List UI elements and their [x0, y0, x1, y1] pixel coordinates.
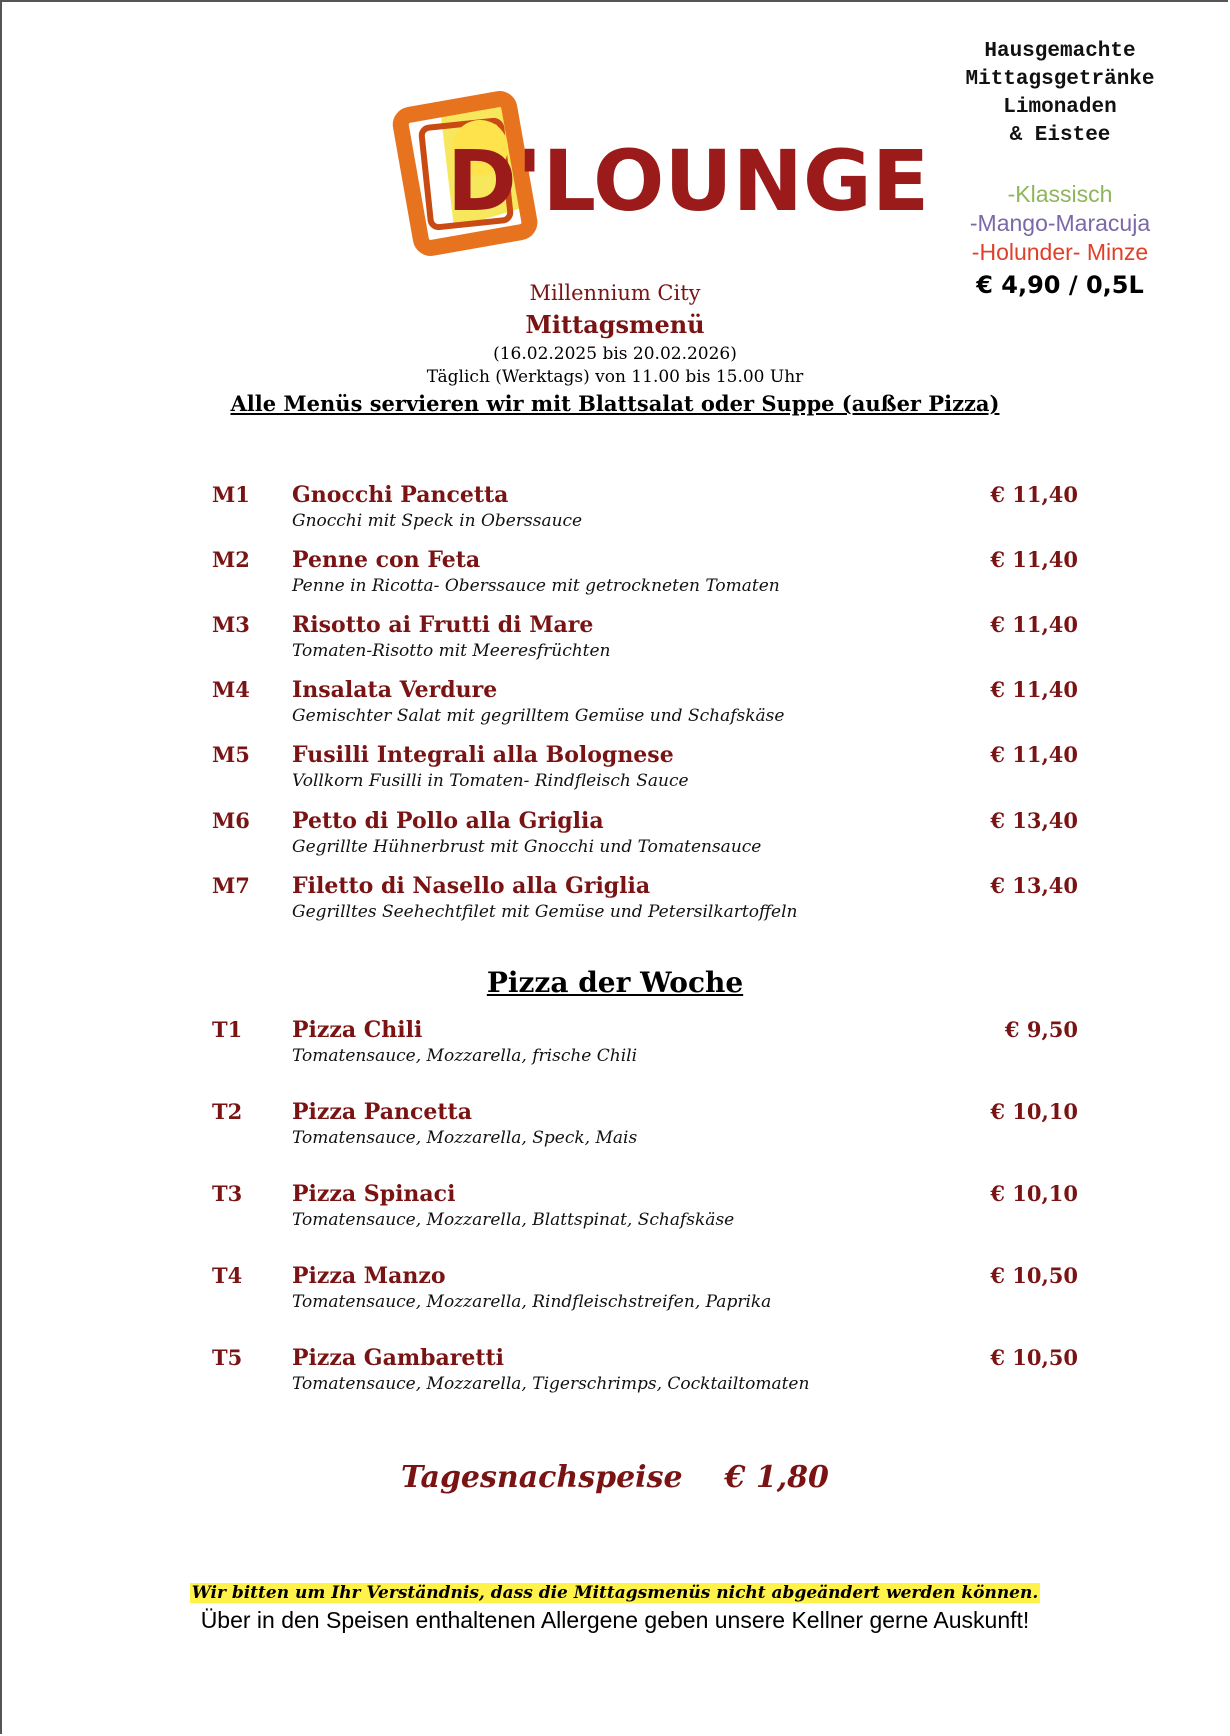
pizza-item	[0, 1017, 1230, 1077]
menu-item	[0, 742, 1230, 802]
page-title: Mittagsmenü	[525, 310, 705, 339]
opening-hours: Täglich (Werktags) von 11.00 bis 15.00 Uhr	[426, 367, 804, 387]
menu-code: M5	[212, 742, 250, 767]
menu-description: Penne in Ricotta- Oberssauce mit getrockneten Tomaten	[292, 576, 780, 596]
pizza-name: Pizza Manzo	[292, 1263, 446, 1289]
pizza-name: Pizza Pancetta	[292, 1099, 472, 1125]
dessert-price: € 1,80	[724, 1460, 829, 1495]
footer-highlight: Wir bitten um Ihr Verständnis, dass die Mittagsmenüs nicht abgeändert werden können.	[191, 1583, 1039, 1603]
menu-price: € 11,40	[990, 677, 1078, 702]
drinks-line: Mittagsgetränke	[965, 68, 1155, 91]
location: Millennium City	[529, 281, 701, 305]
menu-price: € 11,40	[990, 547, 1078, 572]
pizza-item	[0, 1263, 1230, 1323]
dlounge-logo	[392, 78, 930, 278]
pizza-description: Tomatensauce, Mozzarella, Rindfleischstreifen, Paprika	[292, 1292, 772, 1312]
menu-name: Petto di Pollo alla Griglia	[292, 808, 604, 834]
pizza-item	[0, 1345, 1230, 1405]
menu-name: Fusilli Integrali alla Bolognese	[292, 742, 674, 768]
menu-code: M2	[212, 547, 250, 572]
pizza-code: T3	[212, 1181, 243, 1206]
pizza-description: Tomatensauce, Mozzarella, frische Chili	[292, 1046, 638, 1066]
menu-name: Filetto di Nasello alla Griglia	[292, 873, 651, 899]
menu-code: M1	[212, 482, 250, 507]
pizza-section-title: Pizza der Woche	[486, 966, 744, 999]
drinks-price: € 4,90 / 0,5L	[976, 271, 1144, 299]
menu-item	[0, 677, 1230, 737]
pizza-description: Tomatensauce, Mozzarella, Blattspinat, Schafskäse	[292, 1210, 735, 1230]
pizza-price: € 10,50	[990, 1345, 1078, 1370]
pizza-price: € 10,10	[990, 1099, 1078, 1124]
pizza-code: T5	[212, 1345, 243, 1370]
menu-name: Gnocchi Pancetta	[292, 482, 509, 508]
menu-note: Alle Menüs servieren wir mit Blattsalat oder Suppe (außer Pizza)	[230, 391, 1000, 416]
pizza-price: € 10,10	[990, 1181, 1078, 1206]
menu-name: Penne con Feta	[292, 547, 481, 573]
menu-item	[0, 547, 1230, 607]
flavor-holunder-minze: -Holunder- Minze	[971, 239, 1149, 265]
menu-code: M3	[212, 612, 250, 637]
drinks-line: & Eistee	[1009, 124, 1111, 147]
menu-name: Risotto ai Frutti di Mare	[292, 612, 594, 638]
menu-code: M6	[212, 808, 250, 833]
menu-price: € 11,40	[990, 742, 1078, 767]
menu-price: € 13,40	[990, 808, 1078, 833]
drinks-line: Hausgemachte	[984, 40, 1136, 63]
menu-description: Gemischter Salat mit gegrilltem Gemüse und Schafskäse	[292, 706, 785, 726]
menu-code: M4	[212, 677, 250, 702]
pizza-name: Pizza Spinaci	[292, 1181, 456, 1207]
menu-price: € 11,40	[990, 612, 1078, 637]
menu-code: M7	[212, 873, 250, 898]
menu-item	[0, 873, 1230, 933]
menu-description: Vollkorn Fusilli in Tomaten- Rindfleisch Sauce	[292, 771, 689, 791]
menu-description: Gnocchi mit Speck in Oberssauce	[292, 511, 583, 531]
footer-notice	[0, 1583, 1230, 1603]
logo-text: D'LOUNGE	[447, 132, 930, 230]
pizza-description: Tomatensauce, Mozzarella, Tigerschrimps, Cocktailtomaten	[292, 1374, 810, 1394]
pizza-name: Pizza Gambaretti	[292, 1345, 505, 1371]
pizza-code: T4	[212, 1263, 243, 1288]
pizza-price: € 9,50	[1004, 1017, 1078, 1042]
flavor-klassisch: -Klassisch	[1007, 181, 1113, 207]
menu-item	[0, 482, 1230, 542]
menu-name: Insalata Verdure	[292, 677, 498, 703]
pizza-item	[0, 1181, 1230, 1241]
allergy-notice: Über in den Speisen enthaltenen Allergene geben unsere Kellner gerne Auskunft!	[200, 1607, 1030, 1633]
menu-item	[0, 808, 1230, 868]
pizza-item	[0, 1099, 1230, 1159]
drinks-line: Limonaden	[1003, 96, 1117, 119]
pizza-code: T2	[212, 1099, 243, 1124]
menu-description: Tomaten-Risotto mit Meeresfrüchten	[292, 641, 611, 661]
pizza-code: T1	[212, 1017, 243, 1042]
menu-price: € 13,40	[990, 873, 1078, 898]
pizza-name: Pizza Chili	[292, 1017, 423, 1043]
menu-description: Gegrillte Hühnerbrust mit Gnocchi und Tomatensauce	[292, 837, 762, 857]
pizza-description: Tomatensauce, Mozzarella, Speck, Mais	[292, 1128, 638, 1148]
menu-description: Gegrilltes Seehechtfilet mit Gemüse und Petersilkartoffeln	[292, 902, 798, 922]
valid-dates: (16.02.2025 bis 20.02.2026)	[493, 344, 737, 364]
menu-price: € 11,40	[990, 482, 1078, 507]
dessert-line	[0, 1460, 1230, 1495]
menu-item	[0, 612, 1230, 672]
pizza-price: € 10,50	[990, 1263, 1078, 1288]
flavor-mango-maracuja: -Mango-Maracuja	[969, 210, 1151, 236]
drinks-box	[930, 38, 1190, 299]
dessert-label: Tagesnachspeise	[401, 1460, 683, 1495]
